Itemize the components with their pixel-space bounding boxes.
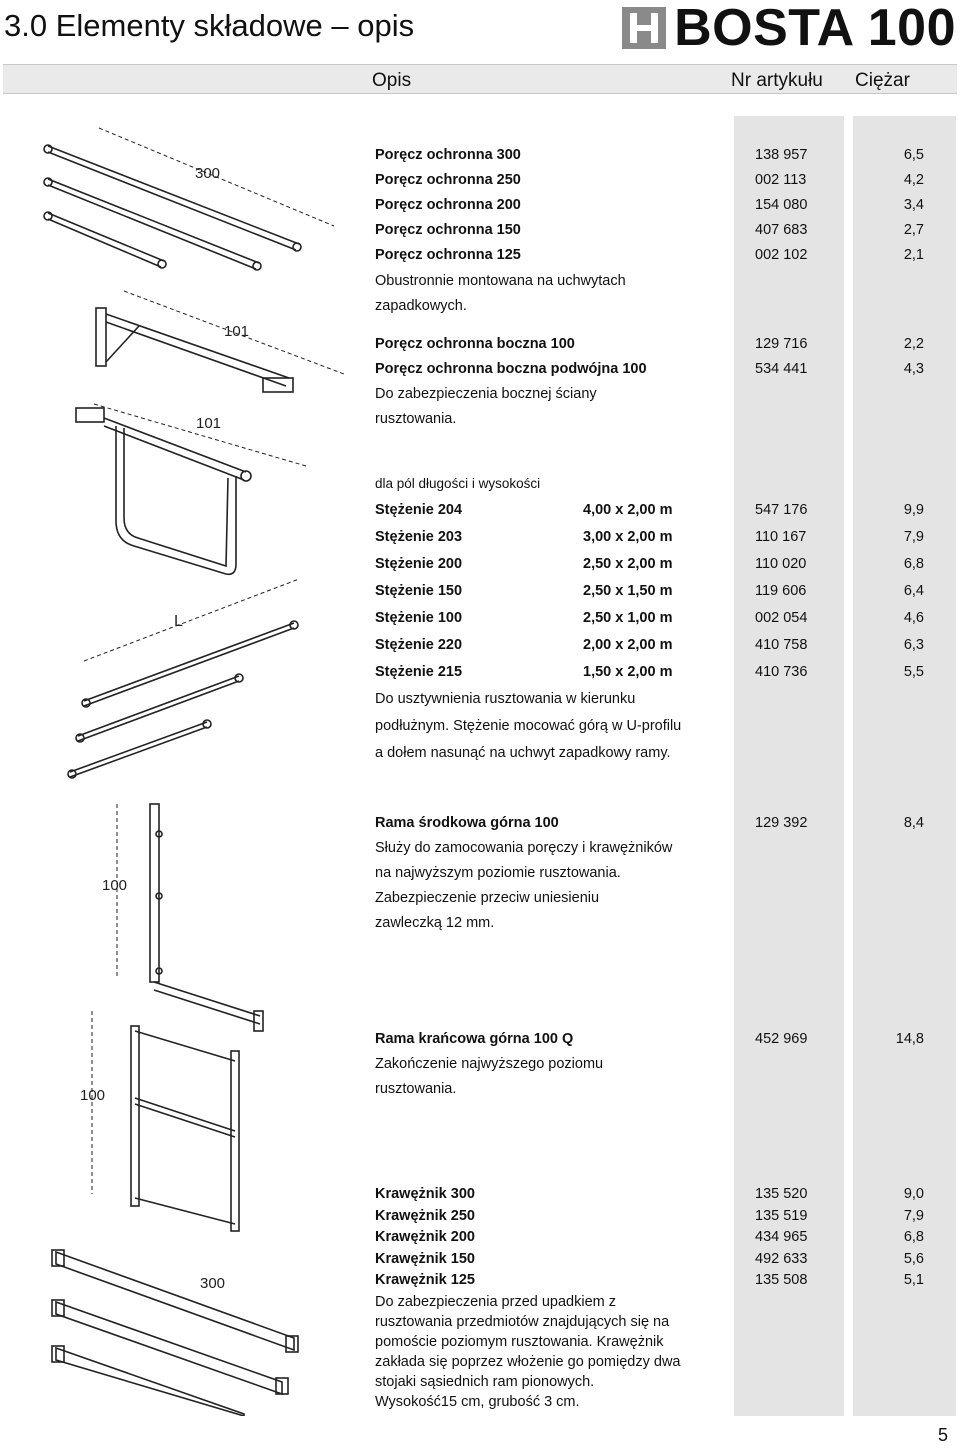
- s5-desc-2: rusztowania.: [375, 1081, 457, 1097]
- s6-item-weight: 7,9: [903, 1207, 924, 1224]
- dim-100-b: 100: [80, 1087, 106, 1104]
- brace-drawing: [68, 579, 299, 778]
- s1-item-name: Poręcz ochronna 125: [375, 247, 521, 263]
- s3-item-weight: 6,8: [903, 556, 924, 572]
- s5-art: 452 969: [755, 1031, 808, 1047]
- page-number: 5: [937, 1425, 948, 1445]
- brand-logo-icon: [622, 7, 666, 49]
- middle-top-frame-drawing: [117, 804, 263, 1031]
- s6-desc-1: Do zabezpieczenia przed upadkiem z: [375, 1294, 616, 1310]
- s1-item-name: Poręcz ochronna 150: [375, 222, 521, 238]
- s3-item-dim: 4,00 x 2,00 m: [583, 502, 673, 518]
- s1-desc-1: Obustronnie montowana na uchwytach: [375, 273, 626, 289]
- s4-desc-3: Zabezpieczenie przeciw uniesieniu: [375, 890, 600, 906]
- s6-item-name: Krawężnik 200: [375, 1229, 475, 1245]
- column-header-bar: [3, 64, 957, 94]
- s6-item-art: 492 633: [755, 1250, 808, 1267]
- s3-item-dim: 2,50 x 1,00 m: [583, 610, 673, 626]
- s3-item-name: Stężenie 215: [375, 664, 463, 680]
- s6-desc-6: Wysokość15 cm, grubość 3 cm.: [375, 1394, 580, 1410]
- s2-desc-2: rusztowania.: [375, 411, 457, 427]
- s4-desc-1: Służy do zamocowania poręczy i krawężników: [375, 840, 673, 856]
- brand: [622, 0, 956, 58]
- s1-item-weight: 4,2: [903, 172, 924, 188]
- s1-desc-2: zapadkowych.: [375, 298, 467, 314]
- s3-item-dim: 3,00 x 2,00 m: [583, 529, 673, 545]
- s1-item-weight: 6,5: [903, 147, 924, 163]
- s3-item-dim: 1,50 x 2,00 m: [583, 664, 673, 680]
- page-title: 3.0 Elementy składowe – opis: [4, 8, 415, 43]
- s3-item-art: 110 020: [755, 556, 807, 572]
- s1-item-art: 138 957: [755, 147, 808, 163]
- s3-desc-3: a dołem nasunąć na uchwyt zapadkowy ramy.: [375, 745, 671, 761]
- s1-item-art: 407 683: [755, 222, 808, 238]
- col-header-nr: Nr artykułu: [731, 70, 823, 91]
- s3-item-name: Stężenie 203: [375, 529, 463, 545]
- s1-item-art: 002 102: [755, 247, 808, 263]
- component-drawings: [4, 116, 355, 1416]
- s1-item-weight: 3,4: [903, 197, 924, 213]
- s2-item-weight: 4,3: [903, 361, 924, 377]
- s6-item-weight: 5,6: [903, 1250, 924, 1267]
- s3-item-name: Stężenie 100: [375, 610, 463, 626]
- s6-item-weight: 9,0: [903, 1186, 924, 1202]
- s2-item-art: 534 441: [755, 361, 808, 377]
- double-side-guardrail-drawing: [76, 404, 306, 574]
- s1-item-name: Poręcz ochronna 300: [375, 147, 521, 163]
- end-top-frame-drawing: [92, 1011, 239, 1231]
- s6-item-art: 434 965: [755, 1229, 808, 1245]
- s6-desc-5: stojaki sąsiednich ram pionowych.: [375, 1374, 595, 1390]
- s4-weight: 8,4: [903, 815, 924, 831]
- s3-item-name: Stężenie 204: [375, 502, 463, 518]
- s3-item-dim: 2,50 x 1,50 m: [583, 583, 673, 599]
- s1-item-art: 002 113: [755, 172, 807, 188]
- s3-item-art: 119 606: [755, 583, 807, 599]
- s6-desc-4: zakłada się poprzez włożenie go pomiędzy dwa: [375, 1354, 681, 1370]
- dim-300: 300: [195, 165, 221, 182]
- s4-desc-2: na najwyższym poziomie rusztowania.: [375, 865, 621, 881]
- s6-item-name: Krawężnik 150: [375, 1250, 475, 1267]
- col-header-opis: Opis: [372, 70, 412, 91]
- s3-item-art: 410 758: [755, 637, 808, 653]
- s3-item-weight: 6,4: [903, 583, 924, 599]
- s1-item-weight: 2,7: [903, 222, 924, 238]
- s2-desc-1: Do zabezpieczenia bocznej ściany: [375, 386, 597, 402]
- s6-item-weight: 5,1: [903, 1272, 924, 1288]
- s3-item-weight: 6,3: [903, 637, 924, 653]
- col-header-ciezar: Ciężar: [855, 70, 910, 91]
- dim-101-a: 101: [224, 323, 250, 340]
- guardrail-drawing: [44, 128, 334, 270]
- s3-item-art: 410 736: [755, 664, 808, 680]
- s3-item-weight: 5,5: [903, 664, 924, 680]
- s4-name: Rama środkowa górna 100: [375, 815, 559, 831]
- brand-name: BOSTA 100: [674, 0, 956, 57]
- s6-desc-2: rusztowania przedmiotów znajdujących się na: [375, 1314, 670, 1330]
- s3-item-dim: 2,00 x 2,00 m: [583, 637, 673, 653]
- s1-item-art: 154 080: [755, 197, 808, 213]
- s6-item-weight: 6,8: [903, 1229, 924, 1245]
- s3-intro: dla pól długości i wysokości: [375, 476, 541, 491]
- s5-weight: 14,8: [895, 1031, 924, 1047]
- s1-item-weight: 2,1: [903, 247, 924, 263]
- s3-item-name: Stężenie 220: [375, 637, 463, 653]
- s3-item-name: Stężenie 150: [375, 583, 463, 599]
- s6-item-art: 135 508: [755, 1272, 808, 1288]
- dim-L: L: [174, 613, 183, 630]
- s6-item-art: 135 520: [755, 1186, 808, 1202]
- s3-item-art: 002 054: [755, 610, 808, 626]
- s5-desc-1: Zakończenie najwyższego poziomu: [375, 1056, 604, 1072]
- s2-item-name: Poręcz ochronna boczna 100: [375, 336, 575, 352]
- s3-item-weight: 7,9: [903, 529, 924, 545]
- toe-board-drawing: [52, 1250, 298, 1416]
- s6-item-name: Krawężnik 300: [375, 1186, 475, 1202]
- s3-item-weight: 4,6: [903, 610, 924, 626]
- s1-item-name: Poręcz ochronna 200: [375, 197, 521, 213]
- s3-item-art: 110 167: [755, 529, 807, 545]
- s3-item-art: 547 176: [755, 502, 808, 518]
- s6-item-name: Krawężnik 125: [375, 1272, 475, 1288]
- s4-desc-4: zawleczką 12 mm.: [375, 915, 495, 931]
- dim-101-b: 101: [196, 415, 222, 432]
- s3-desc-1: Do usztywnienia rusztowania w kierunku: [375, 691, 636, 707]
- s6-item-name: Krawężnik 250: [375, 1207, 475, 1224]
- side-guardrail-drawing: [96, 291, 344, 392]
- s6-desc-3: pomoście poziomym rusztowania. Krawężnik: [375, 1334, 664, 1350]
- s5-name: Rama krańcowa górna 100 Q: [375, 1031, 574, 1047]
- s4-art: 129 392: [755, 815, 808, 831]
- s3-desc-2: podłużnym. Stężenie mocować górą w U-profilu: [375, 718, 682, 734]
- s2-item-art: 129 716: [755, 336, 808, 352]
- s2-item-weight: 2,2: [903, 336, 924, 352]
- s3-item-dim: 2,50 x 2,00 m: [583, 556, 673, 572]
- s6-item-art: 135 519: [755, 1207, 808, 1224]
- s2-item-name: Poręcz ochronna boczna podwójna 100: [375, 361, 647, 377]
- dim-100-a: 100: [102, 877, 128, 894]
- s3-item-name: Stężenie 200: [375, 556, 463, 572]
- s3-item-weight: 9,9: [903, 502, 924, 518]
- s1-item-name: Poręcz ochronna 250: [375, 172, 521, 188]
- dim-300-b: 300: [200, 1275, 226, 1292]
